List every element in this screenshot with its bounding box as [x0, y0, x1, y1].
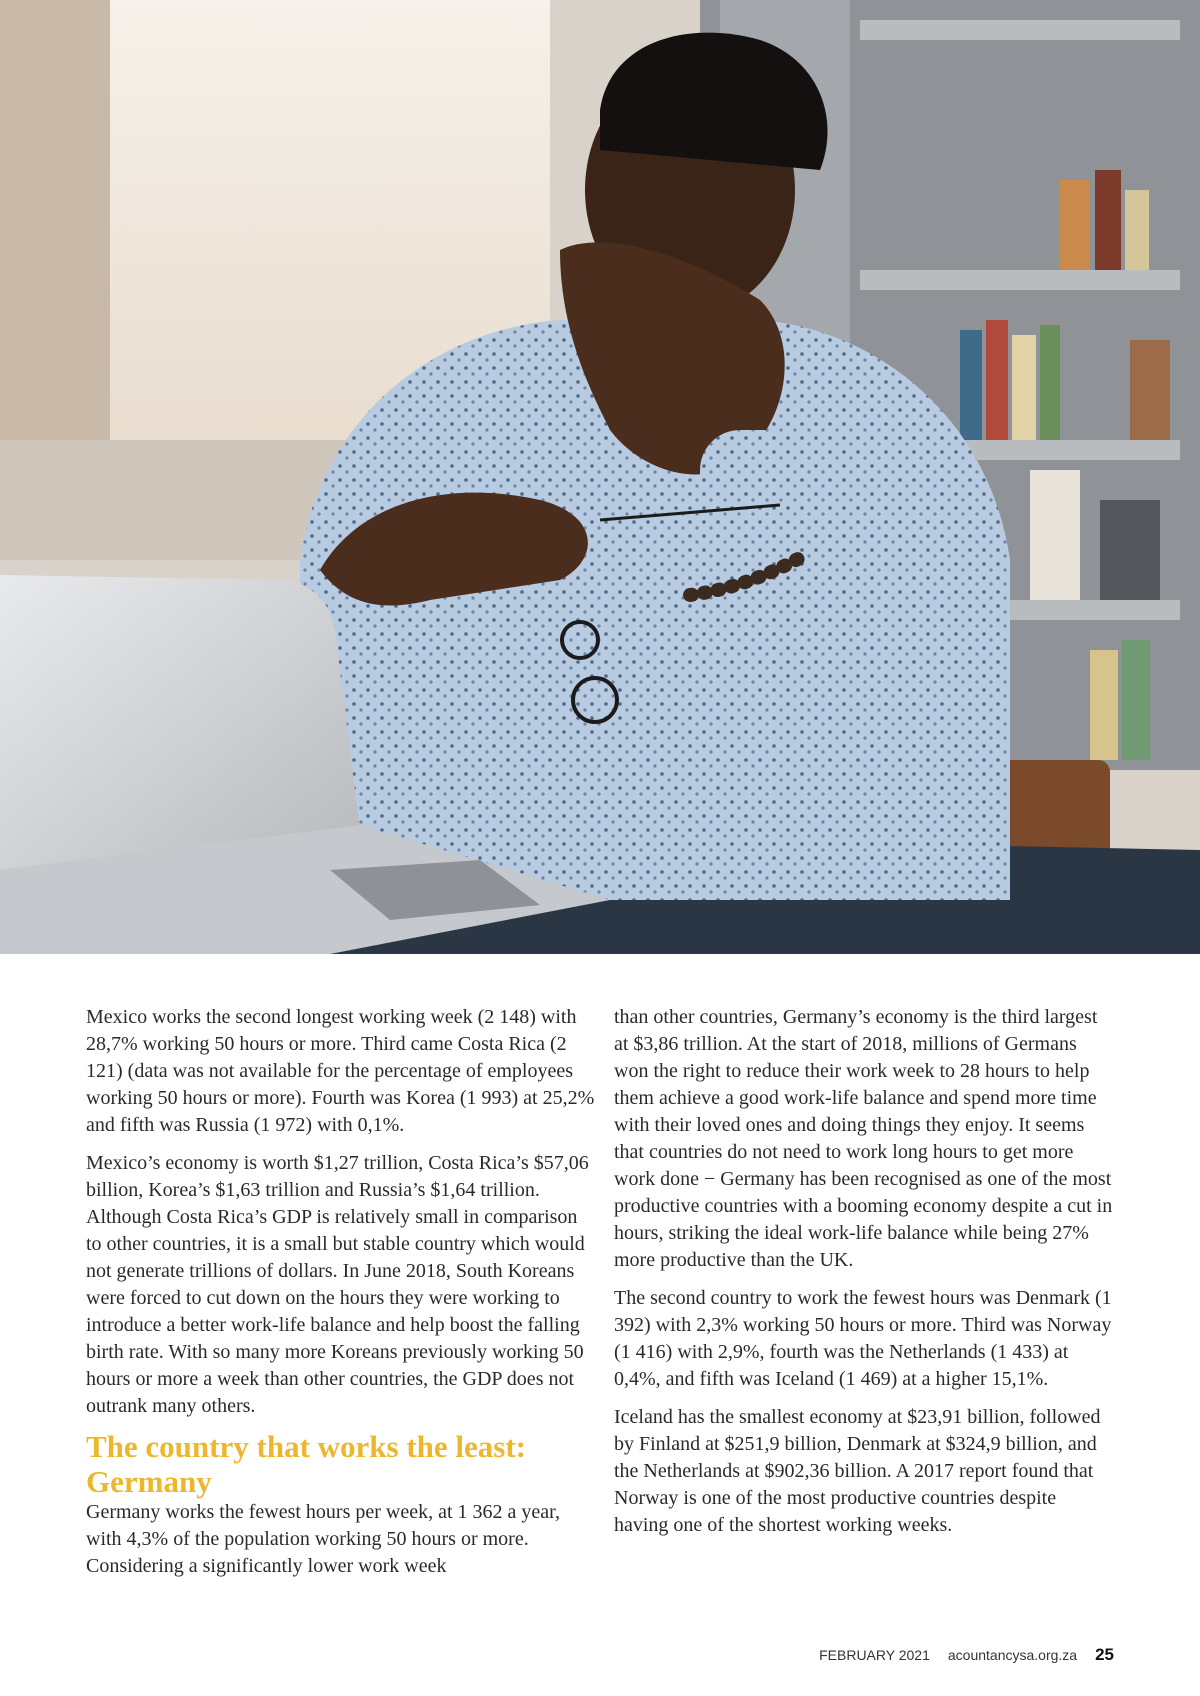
paragraph: than other countries, Germany’s economy is the third largest at $3,86 trillion. At the start of 2018, millions of Germans won the right to reduce their work week to 28 hours to help them achieve a good work-life balance and spend more time with their loved ones and doing things they enjoy. It seems that countries do not need to work long hours to get more work done − Germany has been recognised as one of the most productive countries with a booming economy despite a cut in hours, striking the ideal work-life balance while being 27% more productive than the UK. — [614, 1006, 1113, 1271]
page-number: 25 — [1095, 1645, 1114, 1664]
paragraph: Germany works the fewest hours per week, at 1 362 a year, with 4,3% of the population working 50 hours or more. Considering a significantly lower work week — [86, 1501, 561, 1577]
article-left-column — [86, 1004, 596, 1591]
website-link[interactable]: acountancysa.org.za — [947, 1647, 1078, 1663]
paragraph: Mexico works the second longest working week (2 148) with 28,7% working 50 hours or more. Third came Costa Rica (2 121) (data was not available for the percentage of employees working 50 hours or more). Fourth was Korea (1 993) at 25,2% and fifth was Russia (1 972) with 0,1%. — [86, 1006, 595, 1136]
page-footer — [819, 1645, 1114, 1671]
section-heading: The country that works the least: Germany — [86, 1429, 526, 1499]
paragraph: Iceland has the smallest economy at $23,91 billion, followed by Finland at $251,9 billion, Denmark at $324,9 billion, and the Netherlands at $902,36 billion. A 2017 report found that Norway is one of the most productive countries despite having one of the shortest working weeks. — [614, 1406, 1101, 1536]
paragraph: The second country to work the fewest hours was Denmark (1 392) with 2,3% working 50 hours or more. Third was Norway (1 416) with 2,9%, fourth was the Netherlands (1 433) at 0,4%, and fifth was Iceland (1 469) at a higher 15,1%. — [614, 1287, 1112, 1390]
article-right-column — [614, 1004, 1114, 1550]
issue-date: FEBRUARY 2021 — [819, 1647, 930, 1663]
paragraph: Mexico’s economy is worth $1,27 trillion, Costa Rica’s $57,06 billion, Korea’s $1,63 trillion and Russia’s $1,64 trillion. Although Costa Rica’s GDP is relatively small in comparison to other countries, it is a small but stable country which would not generate trillions of dollars. In June 2018, South Koreans were forced to cut down on the hours they were working to introduce a better work-life balance and help boost the falling birth rate. With so many more Koreans previously working 50 hours or more a week than other countries, the GDP does not outrank many others. — [86, 1152, 589, 1417]
